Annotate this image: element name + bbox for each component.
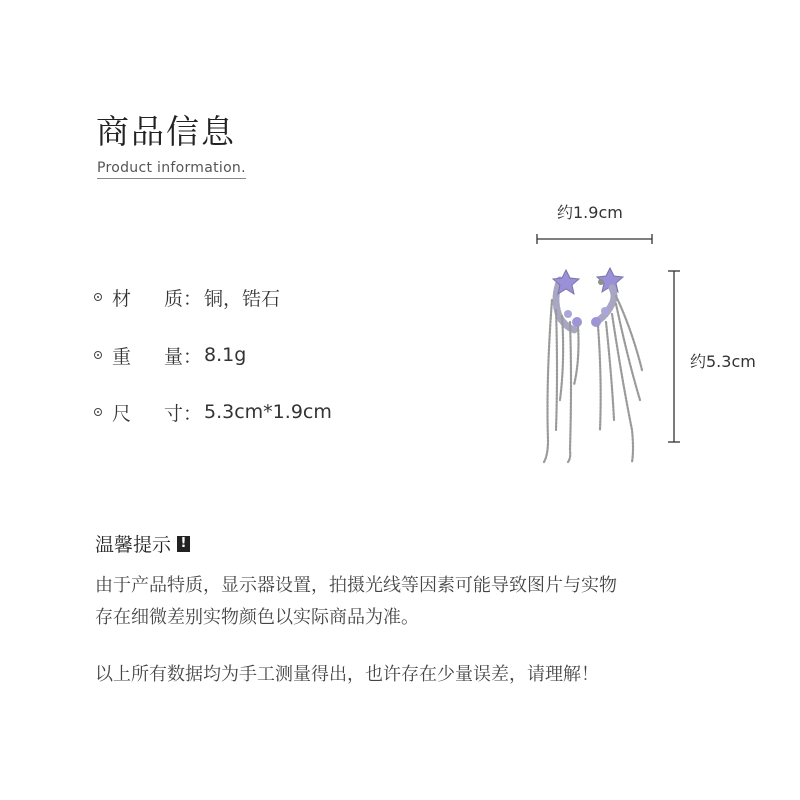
- bullet-icon: [94, 293, 102, 301]
- spec-value: 铜，锆石: [204, 287, 281, 310]
- spec-label: 尺: [112, 402, 132, 425]
- bullet-icon: [94, 351, 102, 359]
- spec-material: [94, 284, 280, 310]
- notice-line-1: 由于产品特质，显示器设置，拍摄光线等因素可能导致图片与实物: [95, 575, 617, 596]
- width-dimension-line: [537, 234, 652, 244]
- spec-value: 5.3cm*1.9cm: [204, 401, 332, 423]
- page-subtitle: Product information.: [97, 160, 246, 179]
- spec-label-suffix: 寸：: [164, 402, 203, 425]
- spec-size: [94, 399, 332, 425]
- height-dimension-label: 约5.3cm: [690, 352, 756, 371]
- notice-line-3: 以上所有数据均为手工测量得出，也许存在少量误差，请理解！: [95, 664, 599, 685]
- exclamation-icon: !: [177, 536, 190, 552]
- spec-label-suffix: 量：: [164, 345, 203, 368]
- notice-line-2: 存在细微差别实物颜色以实际商品为准。: [95, 607, 419, 628]
- right-earring: [591, 268, 642, 462]
- width-dimension-label: 约1.9cm: [557, 203, 623, 222]
- spec-value: 8.1g: [204, 344, 247, 366]
- notice-heading: [95, 530, 190, 557]
- spec-weight: [94, 342, 246, 368]
- bullet-icon: [94, 408, 102, 416]
- spec-label: 重: [112, 345, 132, 368]
- notice-title: 温馨提示: [95, 534, 172, 556]
- page-title: 商品信息: [96, 112, 236, 151]
- spec-label-suffix: 质：: [164, 287, 203, 310]
- spec-label: 材: [112, 287, 132, 310]
- left-earring: [544, 270, 582, 462]
- height-dimension-line: [668, 271, 680, 442]
